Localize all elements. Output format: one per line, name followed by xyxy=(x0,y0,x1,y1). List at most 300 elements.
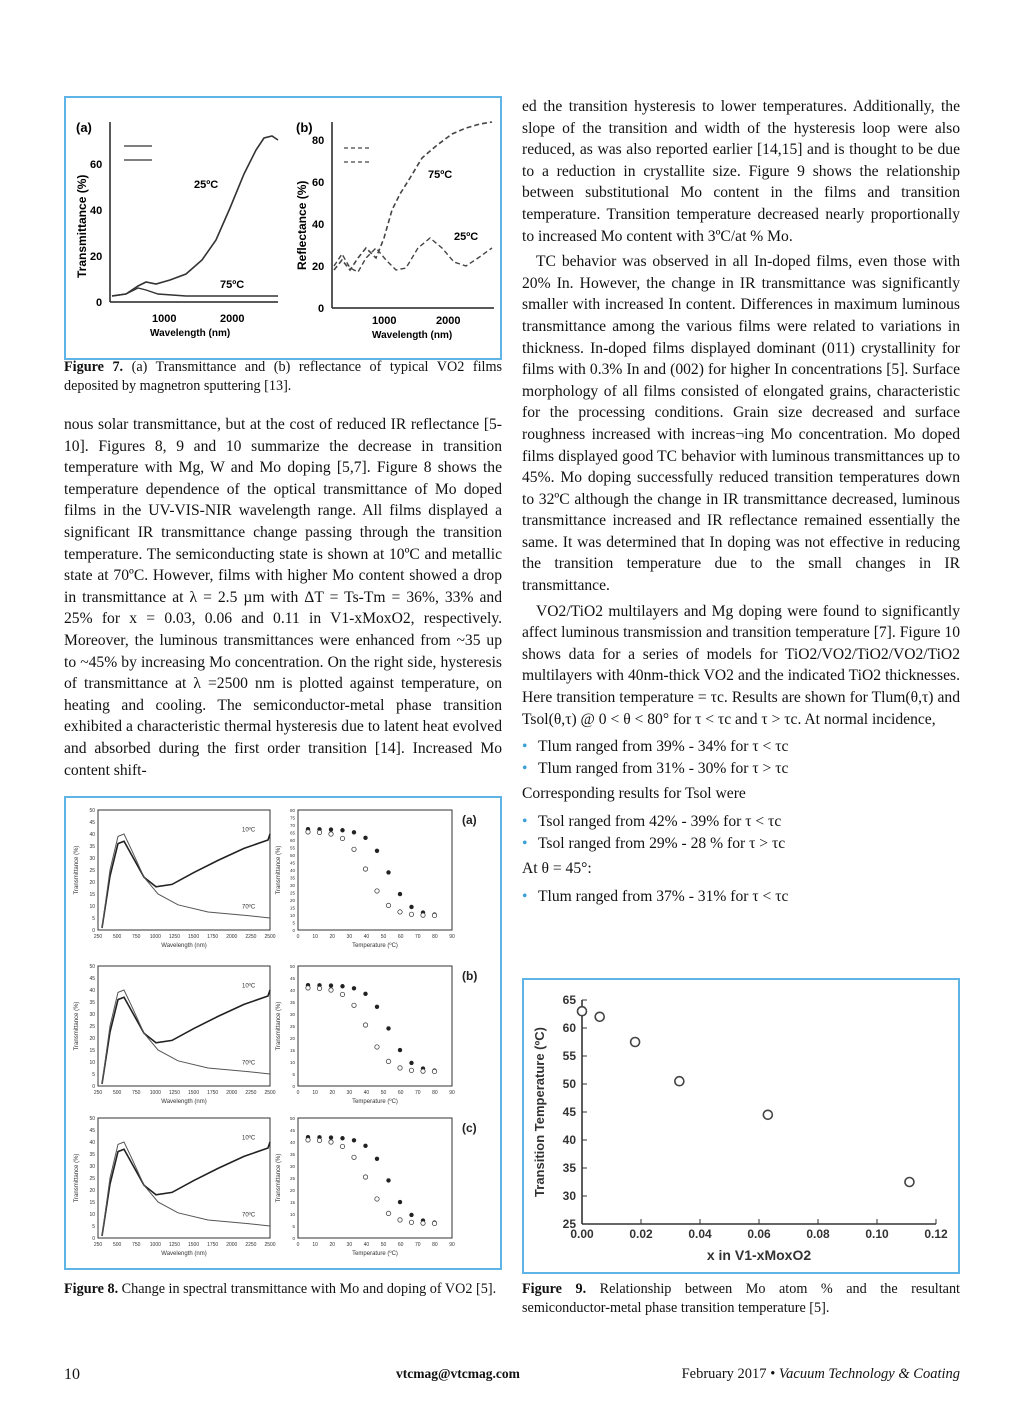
fig7b-curve-25c xyxy=(334,238,492,272)
fig8-xtick-label: 2250 xyxy=(245,1242,257,1248)
fig9-ytick-label: 55 xyxy=(562,1049,576,1063)
fig8-heating-point xyxy=(409,1213,413,1217)
fig8-ytick-label: 35 xyxy=(89,844,95,850)
fig8-label-10c: 10ºC xyxy=(242,1135,256,1142)
fig8-ylabel: Transmittance (%) xyxy=(74,1001,80,1051)
fig8-cooling-point xyxy=(398,910,402,914)
fig8-heating-point xyxy=(375,849,379,853)
fig8-ytick-label: 45 xyxy=(89,820,95,826)
fig8-hyst-ytick-label: 35 xyxy=(289,1000,295,1005)
fig8-xlabel: Wavelength (nm) xyxy=(161,1251,207,1257)
fig9-ylabel: Transition Temperature (ºC) xyxy=(532,1027,547,1197)
fig8-heating-point xyxy=(363,1144,367,1148)
fig8-heating-point xyxy=(409,1061,413,1065)
fig8-hyst-ytick-label: 40 xyxy=(289,868,295,873)
fig8-hyst-ytick-label: 5 xyxy=(292,920,295,926)
fig9-data-point xyxy=(675,1077,684,1086)
fig8-hyst-xtick-label: 70 xyxy=(414,1242,421,1248)
fig8-hyst-ytick-label: 65 xyxy=(289,830,295,836)
fig8-cooling-point xyxy=(421,913,425,917)
fig8-hyst-xtick-label: 40 xyxy=(363,1242,370,1248)
fig8-cooling-point xyxy=(409,1068,413,1072)
fig8-ylabel: Transmittance (%) xyxy=(74,1153,80,1203)
fig8-ytick-label: 10 xyxy=(89,1060,95,1066)
fig8-cooling-point xyxy=(340,1144,344,1148)
fig7a-ytick: 0 xyxy=(96,297,103,309)
fig8-hyst-ytick-label: 55 xyxy=(289,845,295,851)
fig7a-annot-25c: 25ºC xyxy=(194,179,219,191)
fig8-xtick-label: 1750 xyxy=(207,1090,219,1096)
fig9-data-point xyxy=(595,1012,604,1021)
fig8-cooling-point xyxy=(432,1221,436,1225)
fig8-hyst-xtick-label: 60 xyxy=(397,1090,404,1096)
fig7b-ytick: 0 xyxy=(318,303,325,315)
figure7-frame xyxy=(64,96,502,360)
fig8-xtick-label: 1000 xyxy=(149,1090,161,1096)
fig7b-xtick: 1000 xyxy=(372,315,397,327)
fig8-label-10c: 10ºC xyxy=(242,827,256,834)
fig8-hyst-ytick-label: 20 xyxy=(289,898,295,903)
fig7a-curve-75c xyxy=(112,288,278,296)
fig8-cooling-point xyxy=(329,832,333,836)
fig8-cooling-point xyxy=(340,836,344,840)
fig8-cooling-point xyxy=(306,1138,310,1142)
fig8-heating-point xyxy=(363,992,367,996)
fig8-hyst-ytick-label: 60 xyxy=(289,838,295,843)
fig8-ytick-label: 40 xyxy=(89,832,95,838)
fig8-ytick-label: 10 xyxy=(89,904,95,910)
fig8-hyst-ylabel: Transmittance (%) xyxy=(276,845,282,895)
fig8-cooling-point xyxy=(409,912,413,916)
fig8-heating-point xyxy=(352,986,356,990)
fig8-cooling-point xyxy=(306,986,310,990)
fig8-ytick-label: 45 xyxy=(89,1128,95,1134)
fig8-hyst-xtick-label: 0 xyxy=(296,934,300,940)
fig8-ytick-label: 45 xyxy=(89,976,95,982)
fig8-heating-point xyxy=(398,1200,402,1204)
fig8-xtick-label: 2000 xyxy=(226,1090,238,1096)
fig8-hyst-xtick-label: 30 xyxy=(346,1090,353,1096)
fig8-heating-point xyxy=(375,1157,379,1161)
fig8-ytick-label: 50 xyxy=(89,1116,95,1122)
fig8-xtick-label: 1500 xyxy=(187,1090,200,1096)
fig8-hyst-ytick-label: 25 xyxy=(289,1176,295,1181)
figure9-chart xyxy=(524,980,958,1272)
fig8-hyst-ytick-label: 15 xyxy=(289,905,295,911)
fig7a-label: (a) xyxy=(76,120,92,135)
fig8-cooling-point xyxy=(317,830,321,834)
fig7a-ytick: 60 xyxy=(90,159,103,171)
fig8-hyst-ylabel: Transmittance (%) xyxy=(276,1001,282,1051)
fig9-data-point xyxy=(763,1110,772,1119)
fig8-ytick-label: 15 xyxy=(89,1200,95,1206)
fig8-xtick-label: 1250 xyxy=(168,934,181,940)
fig8-heating-point xyxy=(398,892,402,896)
fig8-cooling-point xyxy=(375,889,379,893)
fig8-heating-point xyxy=(398,1048,402,1052)
figure7-panel-b xyxy=(295,120,494,341)
fig8-heating-point xyxy=(363,836,367,840)
fig8-xtick-label: 750 xyxy=(132,1242,141,1248)
fig8-hyst-xtick-label: 60 xyxy=(397,934,404,940)
fig8-ytick-label: 25 xyxy=(89,868,95,874)
fig8-hyst-ytick-label: 0 xyxy=(292,1236,295,1241)
fig8-heating-point xyxy=(340,1136,344,1140)
fig8-heating-point xyxy=(352,830,356,834)
fig8-hyst-xtick-label: 50 xyxy=(380,934,387,940)
footer-separator: • xyxy=(770,1366,776,1382)
fig8-hyst-ytick-label: 45 xyxy=(289,976,295,981)
fig8-hyst-ytick-label: 80 xyxy=(289,808,295,813)
fig7b-ytick: 80 xyxy=(312,135,325,147)
list-item: • Tlum ranged from 37% - 31% for τ < τc xyxy=(522,886,960,908)
fig8-cooling-point xyxy=(432,913,436,917)
fig8-heating-point xyxy=(329,983,333,987)
figure8-frame xyxy=(64,796,502,1270)
fig8-hyst-ytick-label: 15 xyxy=(289,1048,295,1053)
fig8-ytick-label: 5 xyxy=(92,1072,95,1078)
fig8-xtick-label: 2500 xyxy=(264,934,276,940)
fig8-cooling-point xyxy=(386,1059,390,1063)
fig8-spectrum-10c xyxy=(102,1142,270,1236)
fig7b-xtick: 2000 xyxy=(436,315,461,327)
fig8-hyst-xlabel: Temperature (ºC) xyxy=(352,943,398,949)
fig8-hyst-ytick-label: 35 xyxy=(289,1152,295,1157)
fig8-hyst-ytick-label: 35 xyxy=(289,875,295,881)
fig8-hyst-ytick-label: 50 xyxy=(289,964,295,969)
figure7-caption-text: (a) Transmittance and (b) reflectance of typical VO2 films deposited by magnetron sputtering [13]. xyxy=(64,359,503,394)
fig8-cooling-point xyxy=(432,1069,436,1073)
fig8-hyst-ytick-label: 40 xyxy=(289,1140,295,1145)
fig9-ytick-label: 60 xyxy=(562,1021,576,1035)
fig7a-xtick: 2000 xyxy=(220,313,245,325)
fig8-ytick-label: 0 xyxy=(92,1084,95,1090)
fig8-cooling-point xyxy=(386,903,390,907)
figure7-graphics xyxy=(66,98,500,358)
figure9-caption-label: Figure 9. xyxy=(522,1281,587,1297)
corresponding-text: Corresponding results for Tsol were xyxy=(522,785,746,803)
right-paragraph: VO2/TiO2 multilayers and Mg doping were found to significantly affect luminous transmission and transition temperature [7]. Figure 10 shows data for a series of models for TiO2/VO2/TiO2/VO2/TiO2 multilayers with 40nm-thick VO2 and the indicated TiO2 thicknesses. Here transition temperature = τc. Results are shown for Tlum(θ,τ) and Tsol(θ,τ) @ 0 < θ < 80° for τ < τc and τ > τc. At normal incidence, xyxy=(522,602,960,728)
fig7a-ylabel: Transmittance (%) xyxy=(75,174,89,278)
fig8-xtick-label: 1250 xyxy=(168,1242,181,1248)
fig8-hyst-ytick-label: 45 xyxy=(289,860,295,866)
fig8-hyst-xtick-label: 20 xyxy=(329,934,336,940)
fig9-ytick-label: 30 xyxy=(562,1189,576,1203)
fig8-ytick-label: 10 xyxy=(89,1212,95,1218)
fig7b-annot-75c: 75ºC xyxy=(428,169,453,181)
fig9-data-point xyxy=(905,1178,914,1187)
fig8-cooling-point xyxy=(363,867,367,871)
fig8-xtick-label: 2000 xyxy=(226,1242,238,1248)
fig8-hyst-ytick-label: 70 xyxy=(289,823,295,828)
fig8-xtick-label: 750 xyxy=(132,1090,141,1096)
fig8-hyst-xtick-label: 10 xyxy=(312,1242,318,1248)
fig8-xtick-label: 1500 xyxy=(187,934,200,940)
fig7b-ylabel: Reflectance (%) xyxy=(295,180,309,270)
fig8-hyst-xtick-label: 0 xyxy=(296,1242,300,1248)
fig8-xtick-label: 2250 xyxy=(245,1090,257,1096)
fig8-xtick-label: 250 xyxy=(93,1090,103,1096)
fig8-hyst-ytick-label: 20 xyxy=(289,1188,295,1193)
fig8-hyst-ytick-label: 10 xyxy=(289,1212,295,1217)
fig8-ytick-label: 5 xyxy=(92,916,95,922)
figure8-caption-label: Figure 8. xyxy=(64,1281,119,1297)
figure7-caption-label: Figure 7. xyxy=(64,359,124,375)
fig8-hyst-xtick-label: 80 xyxy=(432,934,438,940)
fig8-hyst-xtick-label: 0 xyxy=(296,1090,300,1096)
fig8-cooling-point xyxy=(421,1221,425,1225)
fig8-heating-point xyxy=(409,905,413,909)
fig8-hyst-ylabel: Transmittance (%) xyxy=(276,1153,282,1203)
fig8-hyst-xtick-label: 10 xyxy=(312,934,318,940)
fig9-ytick-label: 45 xyxy=(562,1105,576,1119)
fig8-xlabel: Wavelength (nm) xyxy=(161,1099,207,1105)
fig9-xtick-label: 0.02 xyxy=(629,1227,653,1241)
fig8-ytick-label: 20 xyxy=(89,1188,95,1194)
fig8-heating-point xyxy=(375,1005,379,1009)
figure9-frame xyxy=(522,978,960,1274)
fig8-ylabel: Transmittance (%) xyxy=(74,845,80,895)
figure8-caption xyxy=(64,1280,502,1299)
fig7b-curve-75c xyxy=(334,122,492,270)
fig8-cooling-point xyxy=(352,847,356,851)
fig8-cooling-point xyxy=(375,1197,379,1201)
fig8-xtick-label: 1750 xyxy=(207,934,219,940)
fig8-xtick-label: 2000 xyxy=(226,934,238,940)
fig8-xtick-label: 500 xyxy=(112,934,122,940)
fig9-xtick-label: 0.12 xyxy=(924,1227,948,1241)
fig8-hyst-xtick-label: 90 xyxy=(449,934,455,940)
fig8-ytick-label: 5 xyxy=(92,1224,95,1230)
fig8-heating-point xyxy=(340,828,344,832)
fig8-ytick-label: 35 xyxy=(89,1000,95,1006)
fig8-hyst-xtick-label: 70 xyxy=(414,1090,421,1096)
fig8-ytick-label: 15 xyxy=(89,1048,95,1054)
fig8-hyst-ytick-label: 20 xyxy=(289,1036,295,1041)
fig8-spectrum-10c xyxy=(102,990,270,1084)
fig8-hyst-xtick-label: 40 xyxy=(363,934,370,940)
fig9-ytick-label: 40 xyxy=(562,1133,576,1147)
fig8-xtick-label: 1250 xyxy=(168,1090,181,1096)
at45-text: At θ = 45°: xyxy=(522,860,592,878)
fig8-hyst-xtick-label: 80 xyxy=(432,1090,438,1096)
bullet-list xyxy=(522,886,960,908)
fig8-hyst-xtick-label: 90 xyxy=(449,1242,455,1248)
fig8-hyst-xlabel: Temperature (ºC) xyxy=(352,1251,398,1257)
fig8-hyst-xtick-label: 80 xyxy=(432,1242,438,1248)
fig8-hyst-ytick-label: 45 xyxy=(289,1128,295,1133)
left-paragraph: nous solar transmittance, but at the cost of reduced IR reflectance [5-10]. Figures 8, 9 and 10 summarize the decrease in transition temperature with Mg, W and Mo doping [5,7]. Figure 8 shows the temperature dependence of the optical transmittance of Mo doped films in the UV-VIS-NIR wavelength range. All films displayed a significant IR transmittance change passing through the transition temperature. The semiconducting state is shown at 10ºC and metallic state at 70ºC. However, films with higher Mo content showed a drop in transmittance at λ = 2.5 µm with ΔT = Ts-Tm = 36%, 33% and 25% for x = 0.03, 0.06 and 0.11 in V1-xMoxO2, respectively. Moreover, the luminous transmittances were enhanced from ~35 up to ~45% by increasing Mo concentration. On the right side, hysteresis of transmittance at λ =2500 nm is plotted against temperature, on heating and cooling. The semiconductor-metal phase transition exhibited a characteristic thermal hysteresis due to latent heat evolved and absorbed during the first order transition [14]. Increased Mo content shift- xyxy=(64,416,502,779)
page-number: 10 xyxy=(64,1366,80,1383)
bullet-list xyxy=(522,811,960,854)
fig8-label-70c: 70ºC xyxy=(242,904,256,911)
fig8-hyst-ytick-label: 25 xyxy=(289,890,295,896)
fig8-hyst-xtick-label: 20 xyxy=(329,1242,336,1248)
fig8-ytick-label: 40 xyxy=(89,988,95,994)
list-item: • Tsol ranged from 29% - 28 % for τ > τc xyxy=(522,833,960,855)
fig8-xtick-label: 500 xyxy=(112,1090,122,1096)
fig8-hyst-ytick-label: 15 xyxy=(289,1200,295,1205)
fig7b-annot-25c: 25ºC xyxy=(454,231,479,243)
fig8-hyst-ytick-label: 30 xyxy=(289,1164,295,1169)
fig8-ytick-label: 50 xyxy=(89,808,95,814)
fig8-ytick-label: 30 xyxy=(89,1012,95,1018)
fig8-heating-point xyxy=(352,1138,356,1142)
fig8-hyst-ytick-label: 30 xyxy=(289,1012,295,1017)
fig8-hyst-ytick-label: 10 xyxy=(289,913,295,918)
fig8-heating-point xyxy=(386,1178,390,1182)
figure9-caption xyxy=(522,1280,960,1318)
right-paragraph: TC behavior was observed in all In-doped films, even those with 20% In. However, the change in IR transmittance was significantly smaller with increased In content. Differences in maximum luminous transmittance among the various films were related to variations in thickness. In-doped films displayed dominant (011) crystallinity for films with 0.3% In and (002) for higher In concentrations [5]. Surface morphology of all films consisted of elongated grains, characteristic for the processing conditions. Grain size decreased and surface roughness increased with increas¬ing Mo concentration. Mo doped films displayed good TC behavior with luminous transmittances up to 45%. Mo doping successfully reduced transition temperatures down to 32ºC although the change in IR transmittance decreased, luminous transmittance increased and IR reflectance remained essentially the same. It was determined that In doping was not effective in reducing the transition temperature due to the small changes in IR transmittance. xyxy=(522,253,960,595)
fig8-hyst-xtick-label: 60 xyxy=(397,1242,404,1248)
figure7-panel-a xyxy=(75,120,278,339)
fig8-ytick-label: 40 xyxy=(89,1140,95,1146)
fig8-heating-point xyxy=(386,1026,390,1030)
fig8-ytick-label: 30 xyxy=(89,1164,95,1170)
fig8-hyst-ytick-label: 75 xyxy=(289,815,295,821)
fig8-cooling-point xyxy=(421,1069,425,1073)
fig8-panel-label: (c) xyxy=(462,1121,477,1135)
fig8-ytick-label: 35 xyxy=(89,1152,95,1158)
fig7b-ytick: 40 xyxy=(312,219,325,231)
list-item: • Tsol ranged from 42% - 39% for τ < τc xyxy=(522,811,960,833)
fig9-ytick-label: 25 xyxy=(562,1217,576,1231)
fig8-xtick-label: 1500 xyxy=(187,1242,200,1248)
fig8-hyst-ytick-label: 0 xyxy=(292,928,295,933)
fig8-cooling-point xyxy=(409,1220,413,1224)
fig9-xtick-label: 0.04 xyxy=(688,1227,712,1241)
figure9-caption-text: Relationship between Mo atom % and the resultant semiconductor-metal phase transition temperature [5]. xyxy=(522,1281,961,1316)
fig8-xtick-label: 1750 xyxy=(207,1242,219,1248)
footer-magazine: Vacuum Technology & Coating xyxy=(778,1366,960,1382)
fig9-ytick-label: 65 xyxy=(562,993,576,1007)
fig8-hyst-xtick-label: 50 xyxy=(380,1090,387,1096)
figure8-caption-text: Change in spectral transmittance with Mo and doping of VO2 [5]. xyxy=(121,1281,497,1297)
figure7-caption xyxy=(64,358,502,396)
fig8-heating-point xyxy=(340,984,344,988)
fig7a-ytick: 40 xyxy=(90,205,103,217)
fig8-xlabel: Wavelength (nm) xyxy=(161,943,207,949)
list-item: • Tlum ranged from 31% - 30% for τ > τc xyxy=(522,758,960,780)
fig9-xtick-label: 0.08 xyxy=(806,1227,830,1241)
fig8-ytick-label: 0 xyxy=(92,928,95,934)
fig7a-ytick: 20 xyxy=(90,251,103,263)
fig8-ytick-label: 20 xyxy=(89,1036,95,1042)
fig8-hyst-xtick-label: 50 xyxy=(380,1242,387,1248)
fig8-label-70c: 70ºC xyxy=(242,1060,256,1067)
fig8-cooling-point xyxy=(352,1155,356,1159)
bullet-list xyxy=(522,736,960,779)
fig8-xtick-label: 1000 xyxy=(149,1242,161,1248)
fig9-data-point xyxy=(578,1007,587,1016)
fig8-cooling-point xyxy=(386,1211,390,1215)
fig8-ytick-label: 50 xyxy=(89,964,95,970)
figure8-graphics xyxy=(66,798,500,1268)
fig8-cooling-point xyxy=(329,1140,333,1144)
fig8-cooling-point xyxy=(306,830,310,834)
list-item: • Tlum ranged from 39% - 34% for τ < τc xyxy=(522,736,960,758)
fig8-hyst-xtick-label: 10 xyxy=(312,1090,318,1096)
fig8-hyst-ytick-label: 40 xyxy=(289,988,295,993)
fig8-hyst-xtick-label: 20 xyxy=(329,1090,336,1096)
fig8-hyst-xtick-label: 90 xyxy=(449,1090,455,1096)
footer-date: February 2017 xyxy=(681,1366,767,1382)
fig8-xtick-label: 750 xyxy=(132,934,141,940)
fig8-ytick-label: 20 xyxy=(89,880,95,886)
fig8-hyst-xtick-label: 70 xyxy=(414,934,421,940)
fig8-cooling-point xyxy=(398,1218,402,1222)
fig9-data-point xyxy=(631,1038,640,1047)
fig8-xtick-label: 2500 xyxy=(264,1090,276,1096)
fig8-xtick-label: 250 xyxy=(93,934,103,940)
fig8-ytick-label: 30 xyxy=(89,856,95,862)
fig8-xtick-label: 250 xyxy=(93,1242,103,1248)
right-column xyxy=(522,96,960,911)
fig8-hyst-ytick-label: 50 xyxy=(289,1116,295,1121)
fig8-cooling-point xyxy=(352,1003,356,1007)
fig8-hyst-ytick-label: 50 xyxy=(289,853,295,858)
fig8-xtick-label: 2250 xyxy=(245,934,257,940)
fig8-label-10c: 10ºC xyxy=(242,983,256,990)
fig7a-xtick: 1000 xyxy=(152,313,177,325)
fig8-hyst-ytick-label: 5 xyxy=(292,1072,295,1077)
fig8-spectrum-10c xyxy=(102,834,270,928)
fig8-hyst-ytick-label: 30 xyxy=(289,883,295,888)
fig8-hyst-ytick-label: 10 xyxy=(289,1060,295,1065)
fig8-cooling-point xyxy=(363,1175,367,1179)
fig8-cooling-point xyxy=(340,992,344,996)
left-column xyxy=(64,414,502,781)
fig7a-annot-75c: 75ºC xyxy=(220,279,245,291)
fig9-xtick-label: 0.06 xyxy=(747,1227,771,1241)
fig8-cooling-point xyxy=(398,1066,402,1070)
fig8-heating-point xyxy=(329,1135,333,1139)
fig7b-ytick: 20 xyxy=(312,261,325,273)
fig9-xtick-label: 0.00 xyxy=(570,1227,594,1241)
fig8-ytick-label: 15 xyxy=(89,892,95,898)
fig7a-xlabel: Wavelength (nm) xyxy=(150,328,231,339)
fig8-hyst-ytick-label: 0 xyxy=(292,1084,295,1089)
fig8-cooling-point xyxy=(329,988,333,992)
fig8-hyst-xtick-label: 30 xyxy=(346,1242,353,1248)
fig8-xtick-label: 500 xyxy=(112,1242,122,1248)
fig8-hyst-xlabel: Temperature (ºC) xyxy=(352,1099,398,1105)
fig8-label-70c: 70ºC xyxy=(242,1212,256,1219)
fig7b-xlabel: Wavelength (nm) xyxy=(372,330,453,341)
fig8-hyst-xtick-label: 40 xyxy=(363,1090,370,1096)
fig9-xlabel: x in V1-xMoxO2 xyxy=(706,1247,812,1263)
fig7b-label: (b) xyxy=(296,120,313,135)
fig9-xtick-label: 0.10 xyxy=(865,1227,889,1241)
right-paragraph: ed the transition hysteresis to lower temperatures. Additionally, the slope of the transition and width of the hysteresis loop were also reduced, as was also reported earlier [14,15] and is thought to be due to a reduction in crystallite size. Figure 9 shows the relationship between substitutional Mo content in the films and transition temperature. Transition temperature decreased nearly proportionally to increased Mo content with 3ºC/at % Mo. xyxy=(522,98,960,245)
fig8-cooling-point xyxy=(375,1045,379,1049)
fig8-cooling-point xyxy=(317,986,321,990)
fig8-panel-label: (b) xyxy=(462,969,478,983)
fig8-panel-label: (a) xyxy=(462,813,477,827)
fig8-heating-point xyxy=(386,870,390,874)
fig8-cooling-point xyxy=(363,1023,367,1027)
footer-email: vtcmag@vtcmag.com xyxy=(396,1366,520,1381)
fig8-xtick-label: 2500 xyxy=(264,1242,276,1248)
fig8-hyst-ytick-label: 25 xyxy=(289,1024,295,1029)
footer-publication xyxy=(682,1366,960,1383)
fig9-ytick-label: 50 xyxy=(562,1077,576,1091)
fig8-heating-point xyxy=(329,827,333,831)
fig8-xtick-label: 1000 xyxy=(149,934,161,940)
fig8-ytick-label: 25 xyxy=(89,1024,95,1030)
fig9-ytick-label: 35 xyxy=(562,1161,576,1175)
fig7b-ytick: 60 xyxy=(312,177,325,189)
